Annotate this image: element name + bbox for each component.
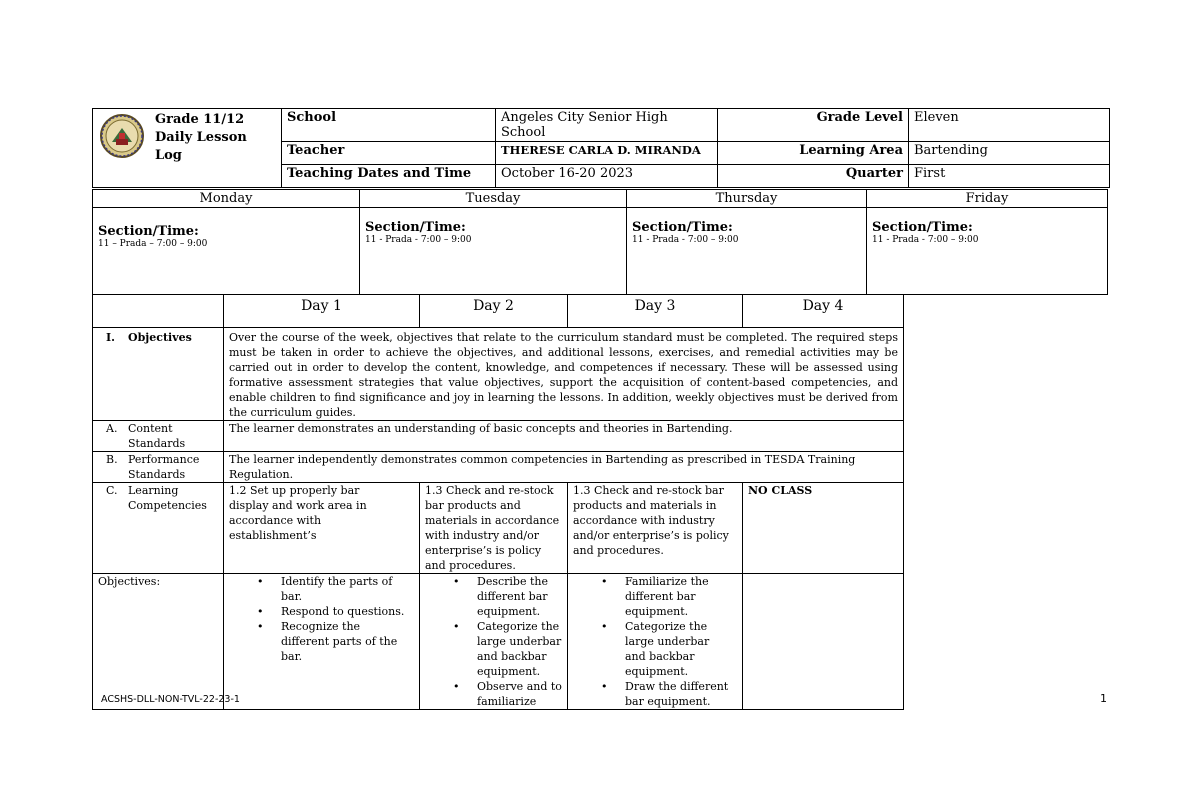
section-value: 11 - Prada - 7:00 – 9:00	[872, 235, 979, 245]
doc-title-line1: Grade 11/12	[155, 112, 245, 127]
section-value: 11 - Prada - 7:00 – 9:00	[632, 235, 739, 245]
page-number: 1	[1100, 692, 1107, 705]
day3-objectives	[568, 574, 743, 710]
school-value: Angeles City Senior High School	[496, 109, 718, 142]
list-item: • Respond to questions.	[281, 604, 410, 619]
day-header-thursday: Thursday	[627, 190, 867, 208]
day-header-friday: Friday	[867, 190, 1108, 208]
list-item: • Observe and to familiarize	[477, 679, 562, 709]
performance-label-cell	[93, 452, 224, 483]
objectives-text: Over the course of the week, objectives that relate to the curriculum standard must be completed. The required steps must be taken in order to achieve the objectives, and additional lessons, exercises, and remedial activities may be carried out in order to develop the content, knowledge, and competences if necessary. These will be assessed using formative assessment strategies that value objectives, support the acquisition of content-based competencies, and enable children to find significance and joy in learning the lessons. In addition, weekly objectives must be derived from the curriculum guides.	[224, 328, 904, 421]
teacher-label: Teacher	[282, 142, 496, 165]
day-header-monday: Monday	[93, 190, 360, 208]
teacher-value: THERESE CARLA D. MIRANDA	[496, 142, 718, 165]
day2-competency: 1.3 Check and re-stock bar products and materials in accordance with industry and/or enterprise’s is policy and procedures.	[420, 483, 568, 574]
list-item: • Draw the different bar equipment.	[625, 679, 729, 709]
quarter-label: Quarter	[718, 165, 909, 188]
content-label-cell	[93, 421, 224, 452]
school-seal-icon	[99, 113, 145, 159]
content-label: Content Standards	[128, 422, 186, 450]
learning-area-label: Learning Area	[718, 142, 909, 165]
corner-cell	[93, 295, 224, 328]
grade-level-value: Eleven	[909, 109, 1110, 142]
dates-label: Teaching Dates and Time	[282, 165, 496, 188]
section-label: Section/Time:	[98, 224, 199, 239]
section-monday	[93, 208, 360, 295]
dates-value: October 16-20 2023	[496, 165, 718, 188]
list-item: • Recognize the different parts of the bar.	[281, 619, 410, 664]
content-standards-text: The learner demonstrates an understanding of basic concepts and theories in Bartending.	[224, 421, 904, 452]
day1-objectives	[224, 574, 420, 710]
section-label: Section/Time:	[632, 220, 733, 235]
day4-objectives	[743, 574, 904, 710]
day4-competency: NO CLASS	[743, 483, 904, 574]
days-table	[92, 189, 1108, 295]
list-item: • Categorize the large underbar and backbar equipment.	[625, 619, 729, 679]
performance-label: Performance Standards	[128, 453, 200, 481]
performance-num: B.	[106, 453, 118, 466]
section-label: Section/Time:	[365, 220, 466, 235]
competencies-num: C.	[106, 484, 118, 497]
section-friday	[867, 208, 1108, 295]
day3-competency: 1.3 Check and re-stock bar products and materials in accordance with industry and/or enterprise’s is policy and procedures.	[568, 483, 743, 574]
document-code: ACSHS-DLL-NON-TVL-22-23-1	[101, 694, 240, 705]
school-label: School	[282, 109, 496, 142]
list-item: • Identify the parts of bar.	[281, 574, 410, 604]
day-header-tuesday: Tuesday	[360, 190, 627, 208]
list-item: • Familiarize the different bar equipment.	[625, 574, 729, 619]
objectives-label-cell	[93, 328, 224, 421]
grade-level-label: Grade Level	[718, 109, 909, 142]
doc-title-line2: Daily Lesson	[155, 130, 247, 145]
day2-objectives	[420, 574, 568, 710]
day3-header: Day 3	[568, 295, 743, 328]
day4-header: Day 4	[743, 295, 904, 328]
performance-standards-text: The learner independently demonstrates common competencies in Bartending as prescribed in TESDA Training Regulation.	[224, 452, 904, 483]
section-tuesday	[360, 208, 627, 295]
list-item: • Describe the different bar equipment.	[477, 574, 562, 619]
section-value: 11 – Prada – 7:00 – 9:00	[98, 239, 208, 249]
lesson-table	[92, 294, 904, 710]
doc-title-line3: Log	[155, 148, 182, 163]
section-value: 11 - Prada - 7:00 – 9:00	[365, 235, 472, 245]
day1-competency: 1.2 Set up properly bar display and work area in accordance with establishment’s	[224, 483, 420, 574]
list-item: • Categorize the large underbar and backbar equipment.	[477, 619, 562, 679]
doc-title	[151, 109, 282, 188]
objectives-row-label: Objectives:	[93, 574, 224, 710]
competencies-label: Learning Competencies	[128, 484, 207, 512]
day2-header: Day 2	[420, 295, 568, 328]
competencies-label-cell	[93, 483, 224, 574]
header-table	[92, 108, 1110, 188]
learning-area-value: Bartending	[909, 142, 1110, 165]
logo-cell	[93, 109, 152, 188]
quarter-value: First	[909, 165, 1110, 188]
section-label: Section/Time:	[872, 220, 973, 235]
objectives-num: I.	[106, 331, 115, 344]
day1-header: Day 1	[224, 295, 420, 328]
section-thursday	[627, 208, 867, 295]
objectives-label: Objectives	[128, 331, 192, 344]
content-num: A.	[106, 422, 118, 435]
